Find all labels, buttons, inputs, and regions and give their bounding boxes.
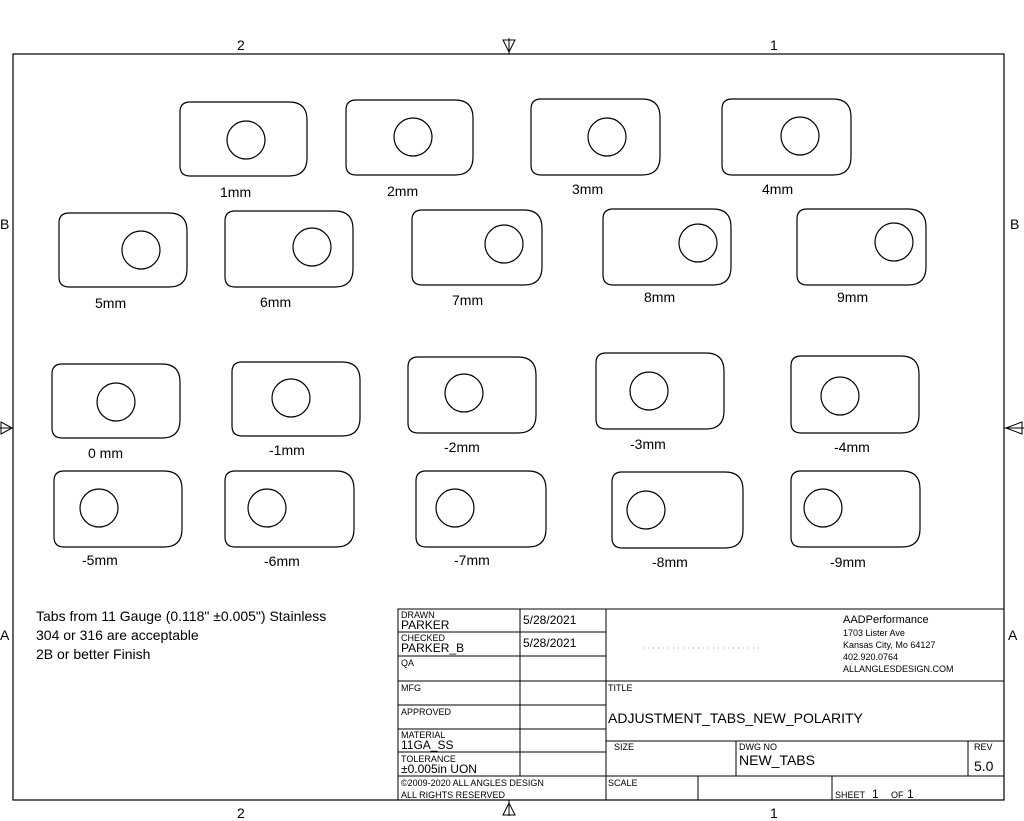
tab-outline [531,99,660,175]
company-phone: 402.920.0764 [843,652,899,662]
tab-hole [821,377,859,415]
zone-label-left-b: B [0,216,10,232]
tab-hole [227,121,265,159]
sheet-border [13,54,1004,800]
tab-label: 1mm [220,184,252,200]
material-value: 11GA_SS [401,738,454,752]
material-label: MATERIAL [401,730,446,740]
company-address-2: Kansas City, Mo 64127 [843,640,936,650]
tab-hole [781,117,819,155]
tab-label: -9mm [830,554,866,570]
rev-value: 5.0 [974,758,994,774]
drawn-date: 5/28/2021 [523,613,577,627]
tab-outline [612,472,743,548]
qa-label: QA [401,658,415,668]
note-material: Tabs from 11 Gauge (0.118" ±0.005") Stainless [36,608,327,624]
tab-hole [804,489,842,527]
sheet-number: 1 [872,787,879,801]
tab-parts [52,99,926,548]
tab-outline [603,209,731,285]
tab-hole [394,118,432,156]
tab-label: 0 mm [88,445,123,461]
tab-outline [59,213,187,287]
drawn-label: DRAWN [401,610,435,620]
zone-label-top-right: 1 [770,37,778,53]
center-marker-left [0,422,13,434]
tab-label: 7mm [452,292,484,308]
copyright-line-2: ALL RIGHTS RESERVED [401,790,506,800]
tab-label: -6mm [264,553,300,569]
tab-label: 8mm [644,289,676,305]
tab-outline [408,357,536,433]
approved-label: APPROVED [401,707,452,717]
tab-hole [445,374,483,412]
tab-label: -2mm [444,439,480,455]
company-address-1: 1703 Lister Ave [843,628,905,638]
tab-hole [679,224,717,262]
zone-label-right-b: B [1010,216,1020,232]
tab-outline [225,211,353,287]
tab-outline [596,353,724,429]
checked-by: PARKER_B [401,641,465,655]
tab-outline [722,99,851,175]
company-name: AADPerformance [843,614,929,626]
sheet-label: SHEET [835,790,866,800]
rev-label: REV [974,742,993,752]
tab-hole [588,118,626,156]
drawing-title: ADJUSTMENT_TABS_NEW_POLARITY [608,710,863,726]
checked-date: 5/28/2021 [523,636,577,650]
zone-label-left-a: A [0,627,10,643]
tab-label: -1mm [269,442,305,458]
tab-label: -7mm [454,552,490,568]
center-marker-bottom [503,800,515,816]
tab-outline [180,102,307,176]
company-website: ALLANGLESDESIGN.COM [843,664,954,674]
zone-label-bottom-left: 2 [237,805,245,821]
dwg-no-label: DWG NO [739,742,777,752]
tab-label: 2mm [387,183,419,199]
tab-outline [225,471,354,547]
tab-hole [122,231,160,269]
tab-hole [436,489,474,527]
scale-label: SCALE [608,778,638,788]
tab-label: 6mm [260,294,292,310]
tab-hole [875,223,913,261]
tab-hole [627,491,665,529]
tab-hole [248,489,286,527]
tab-outline [52,364,180,438]
size-label: SIZE [614,742,635,752]
tab-label: -5mm [82,552,118,568]
tab-outline [797,209,926,285]
tab-hole [485,225,523,263]
dwg-no-value: NEW_TABS [739,752,815,768]
mfg-label: MFG [401,683,421,693]
tab-hole [293,228,331,266]
checked-label: CHECKED [401,633,446,643]
tab-label: 4mm [762,181,794,197]
sheet-total: 1 [907,787,914,801]
tab-label: 9mm [837,289,869,305]
tolerance-value: ±0.005in UON [401,762,477,776]
copyright-line-1: ©2009-2020 ALL ANGLES DESIGN [401,778,544,788]
tolerance-label: TOLERANCE [401,754,456,764]
drawn-by: PARKER [401,618,450,632]
tab-label: 3mm [572,181,604,197]
tab-outline [346,100,473,175]
center-marker-right [1004,422,1024,434]
title-label: TITLE [608,683,633,693]
zone-label-bottom-right: 1 [770,805,778,821]
tab-outline [232,362,360,436]
tab-label: -8mm [652,554,688,570]
tab-outline [791,356,919,433]
zone-label-top-left: 2 [237,37,245,53]
tab-hole [272,379,310,417]
zone-label-right-a: A [1008,627,1018,643]
tab-hole [80,489,118,527]
tab-hole [97,383,135,421]
tab-label: -3mm [630,436,666,452]
tab-outline [791,471,920,547]
tab-hole [630,372,668,410]
tab-label: -4mm [834,439,870,455]
title-block-grid [398,609,1004,800]
note-grade: 304 or 316 are acceptable [36,627,199,643]
note-finish: 2B or better Finish [36,646,151,662]
tab-label: 5mm [95,295,127,311]
center-marker-top [503,38,515,54]
of-label: OF [891,790,904,800]
